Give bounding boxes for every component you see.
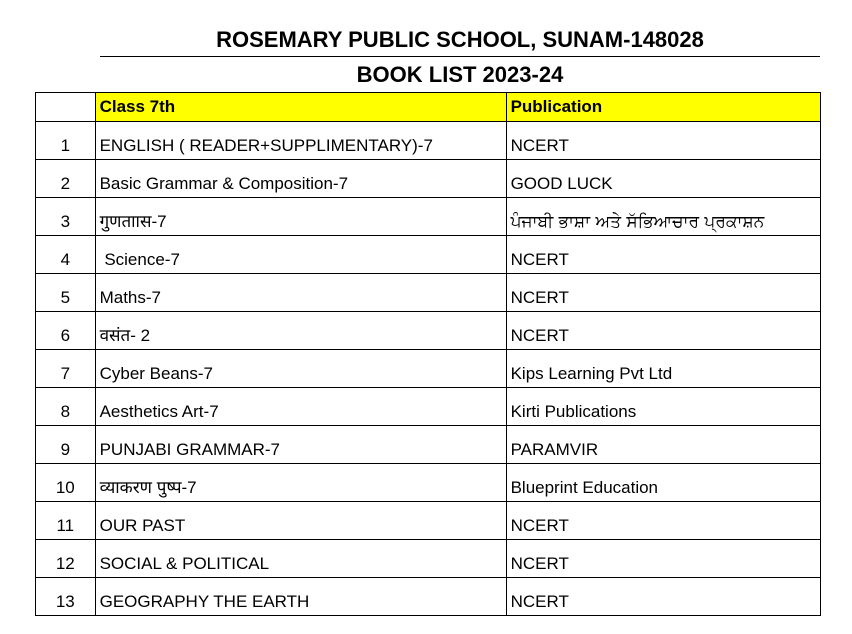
book-title: वसंत- 2 — [95, 312, 506, 350]
publication: NCERT — [506, 122, 820, 160]
header-cell-number — [36, 93, 96, 122]
book-title: Maths-7 — [95, 274, 506, 312]
row-number: 13 — [36, 578, 96, 616]
publication: PARAMVIR — [506, 426, 820, 464]
publication: Kirti Publications — [506, 388, 820, 426]
book-title: PUNJABI GRAMMAR-7 — [95, 426, 506, 464]
table-row — [36, 160, 821, 198]
table-header-row — [36, 93, 821, 122]
row-number: 7 — [36, 350, 96, 388]
table-row — [36, 274, 821, 312]
row-number: 6 — [36, 312, 96, 350]
publication: ਪੰਜਾਬੀ ਭਾਸ਼ਾ ਅਤੇ ਸੱਭਿਆਚਾਰ ਪ੍ਰਕਾਸ਼ਨ — [506, 198, 820, 236]
table-row — [36, 350, 821, 388]
row-number: 1 — [36, 122, 96, 160]
book-title: व्याकरण पुष्प-7 — [95, 464, 506, 502]
publication: NCERT — [506, 274, 820, 312]
book-title: OUR PAST — [95, 502, 506, 540]
book-list-title: BOOK LIST 2023-24 — [356, 62, 564, 87]
table-row — [36, 312, 821, 350]
table-row — [36, 426, 821, 464]
book-title: Basic Grammar & Composition-7 — [95, 160, 506, 198]
row-number: 12 — [36, 540, 96, 578]
school-title: ROSEMARY PUBLIC SCHOOL, SUNAM-148028 — [100, 24, 820, 57]
row-number: 2 — [36, 160, 96, 198]
row-number: 9 — [36, 426, 96, 464]
table-row — [36, 502, 821, 540]
row-number: 11 — [36, 502, 96, 540]
publication: Blueprint Education — [506, 464, 820, 502]
book-title: Aesthetics Art-7 — [95, 388, 506, 426]
book-title: SOCIAL & POLITICAL — [95, 540, 506, 578]
publication: Kips Learning Pvt Ltd — [506, 350, 820, 388]
header-cell-publication: Publication — [506, 93, 820, 122]
row-number: 3 — [36, 198, 96, 236]
book-title: ENGLISH ( READER+SUPPLIMENTARY)-7 — [95, 122, 506, 160]
header-cell-class: Class 7th — [95, 93, 506, 122]
row-number: 8 — [36, 388, 96, 426]
table-row — [36, 540, 821, 578]
table-row — [36, 122, 821, 160]
table-row — [36, 578, 821, 616]
book-title: Cyber Beans-7 — [95, 350, 506, 388]
table-row — [36, 198, 821, 236]
row-number: 4 — [36, 236, 96, 274]
row-number: 5 — [36, 274, 96, 312]
publication: NCERT — [506, 502, 820, 540]
publication: NCERT — [506, 578, 820, 616]
book-title: GEOGRAPHY THE EARTH — [95, 578, 506, 616]
table-row — [36, 236, 821, 274]
book-list-table — [35, 92, 821, 616]
table-row — [36, 388, 821, 426]
table-row — [36, 464, 821, 502]
publication: GOOD LUCK — [506, 160, 820, 198]
publication: NCERT — [506, 236, 820, 274]
publication: NCERT — [506, 312, 820, 350]
book-title: Science-7 — [95, 236, 506, 274]
publication: NCERT — [506, 540, 820, 578]
row-number: 10 — [36, 464, 96, 502]
book-title: गुणताास-7 — [95, 198, 506, 236]
